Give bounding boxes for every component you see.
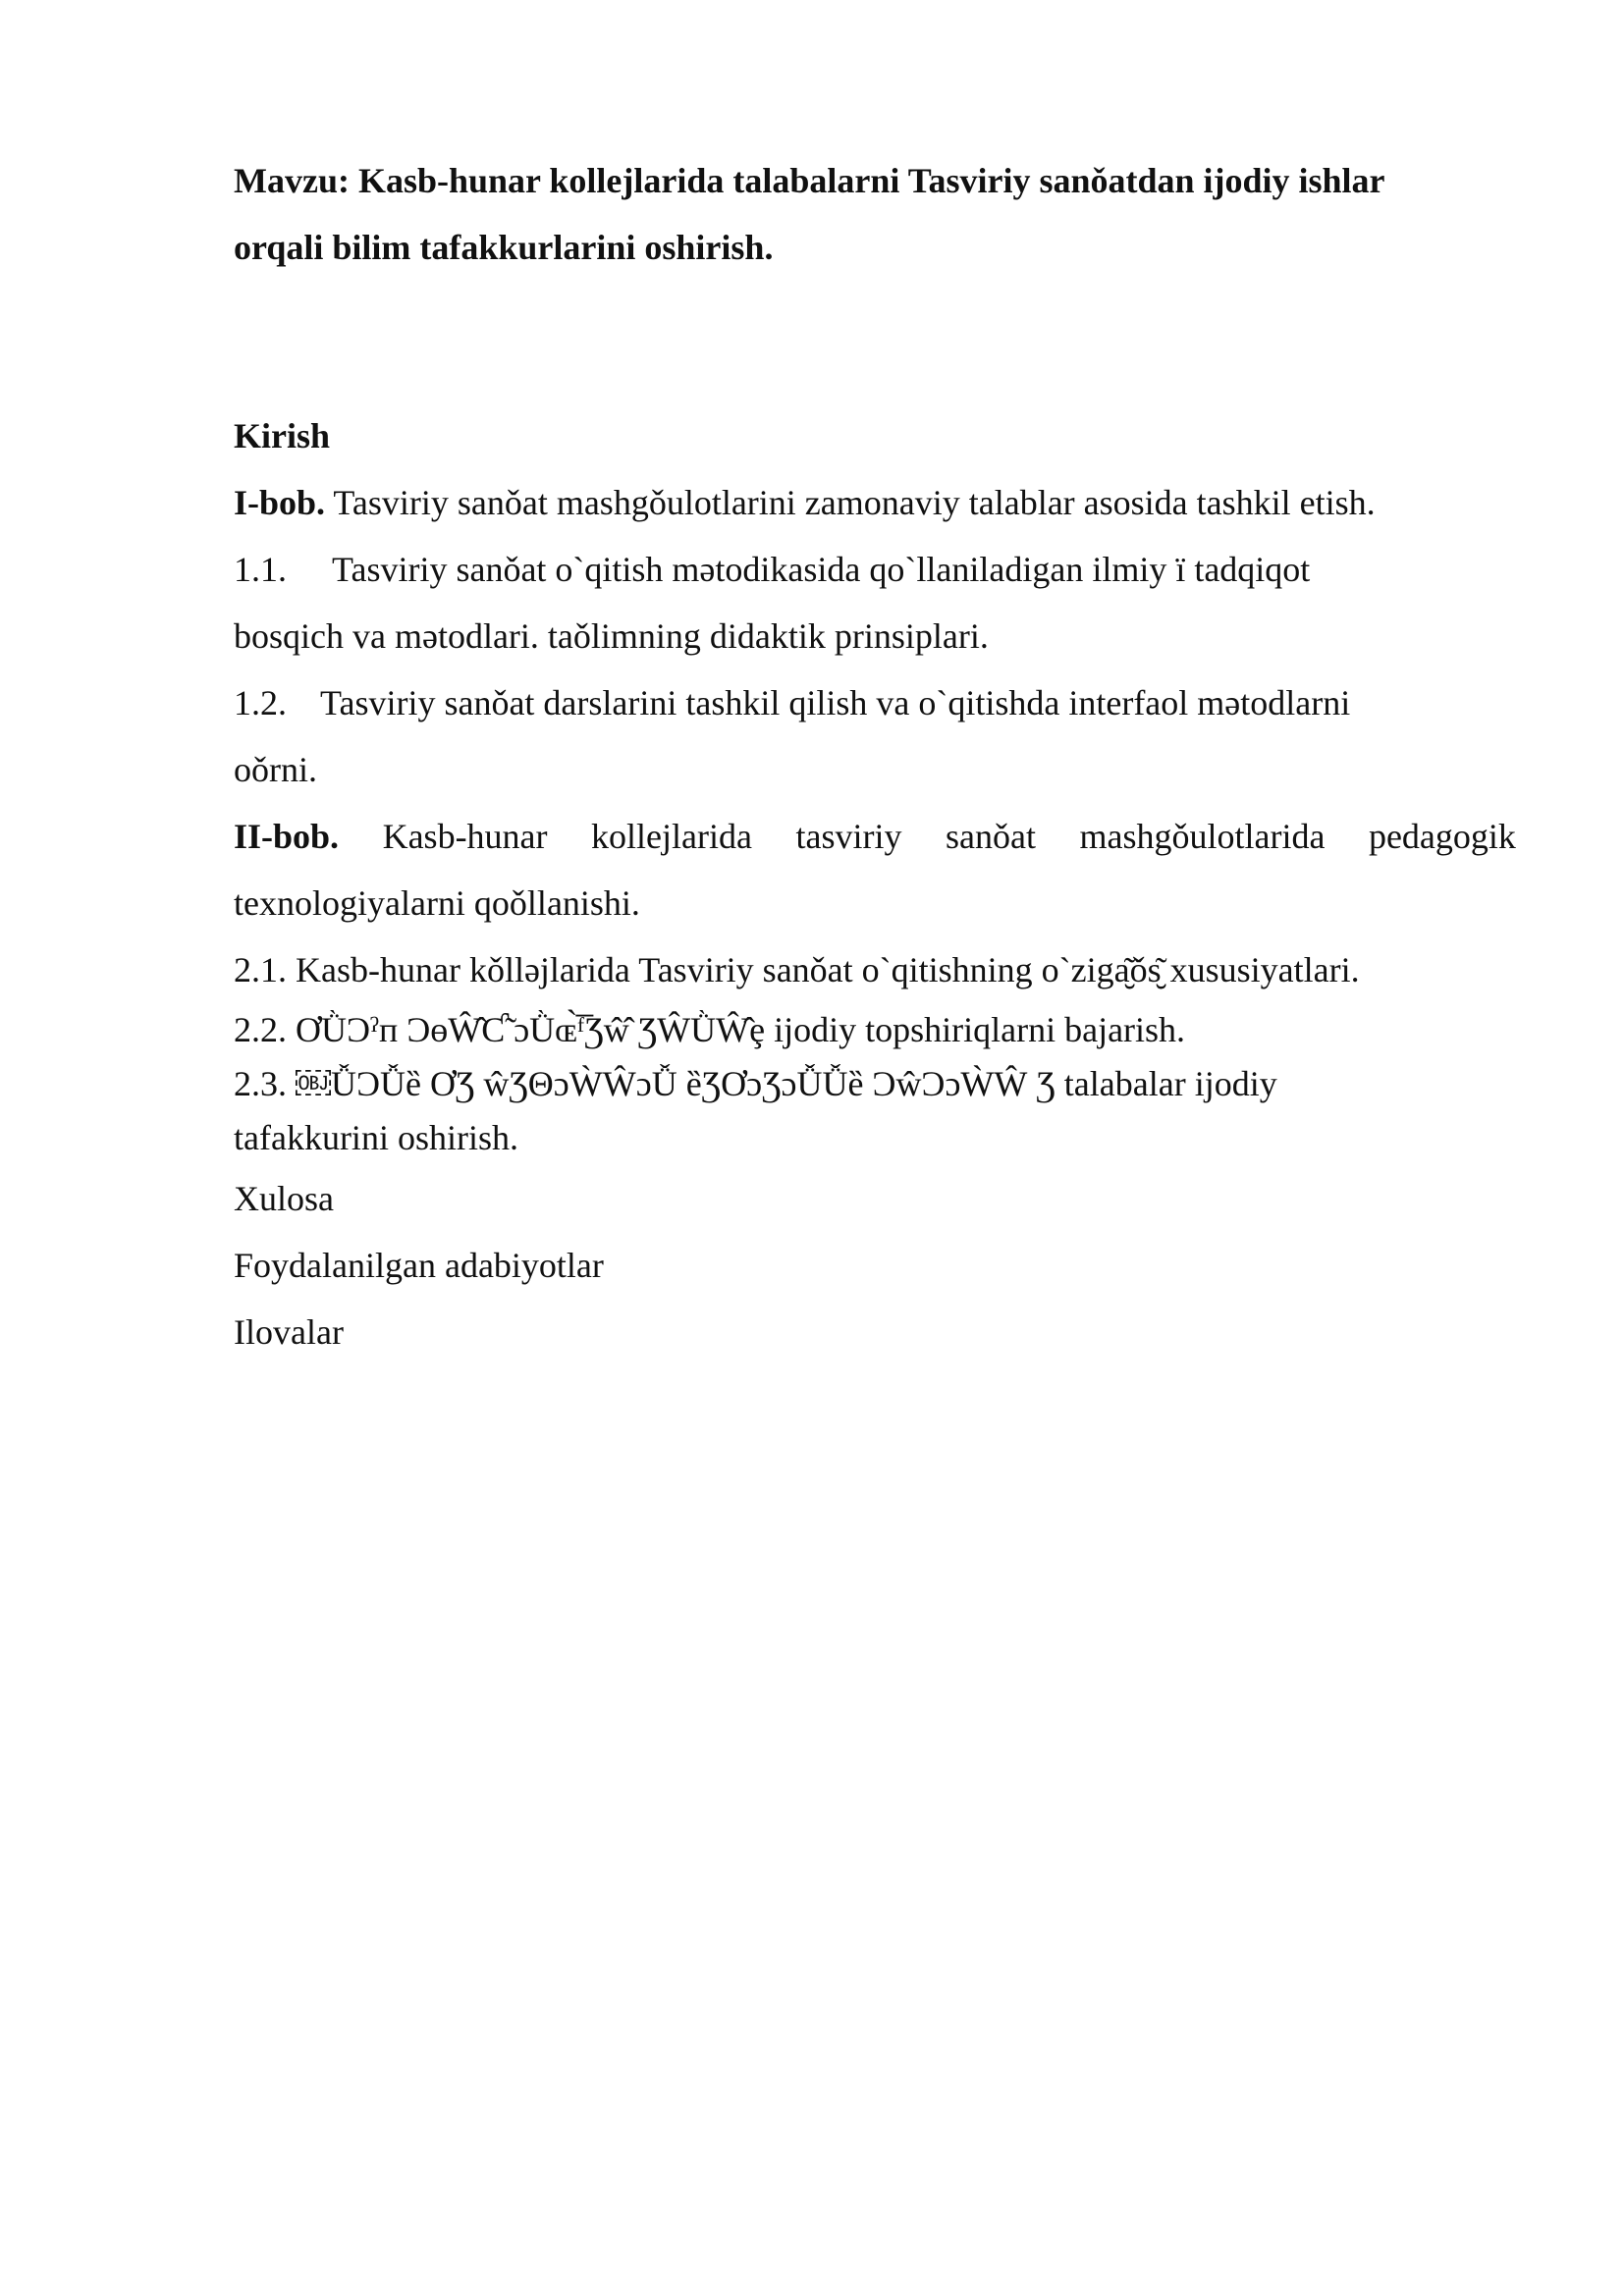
section-1-1-title-line-1: Tasviriy sanǒat o`qitish mətodikasida qo`llaniladigan ilmiy ï tadqiqot [332, 550, 1311, 589]
section-1-1-number: 1.1. [234, 550, 287, 589]
chapter-2-word: Kasb-hunar [382, 817, 548, 856]
table-of-contents [234, 402, 1516, 1365]
section-1-2-title-line-2: oǒrni. [234, 750, 317, 789]
chapter-2-title-line-2: texnologiyalarni qoǒllanishi. [234, 883, 640, 923]
toc-section-1-2 [234, 669, 1516, 736]
toc-section-2-3-line-1: 2.3. ￼ǙƆǙȅ ƠƷ ŵƷΘɔẀŴɔǙ ȅƷƠɔƷɔǙǙȅ ƆŵƆɔẀŴ Ʒ talabalar ijodiy [234, 1064, 1277, 1103]
toc-chapter-1 [234, 469, 1516, 536]
toc-section-2-3-line-2: tafakkurini oshirish. [234, 1118, 518, 1157]
chapter-2-word: pedagogik [1368, 817, 1516, 856]
toc-appendices: Ilovalar [234, 1312, 344, 1352]
title-line-1: Mavzu: Kasb-hunar kollejlarida talabalarni Tasviriy sanǒatdan ijodiy ishlar [234, 161, 1385, 200]
page-content [234, 147, 1516, 1365]
toc-section-1-1 [234, 536, 1516, 603]
document-title [234, 147, 1516, 281]
title-line-2: orqali bilim tafakkurlarini oshirish. [234, 228, 774, 267]
chapter-1-label: I-bob. [234, 483, 326, 522]
section-1-2-title-line-1: Tasviriy sanǒat darslarini tashkil qilish va o`qitishda interfaol mətodlarni [320, 683, 1351, 722]
toc-conclusion: Xulosa [234, 1179, 334, 1218]
chapter-2-word: mashgǒulotlarida [1079, 817, 1326, 856]
chapter-2-word: sanǒat [946, 817, 1036, 856]
toc-chapter-2 [234, 803, 1516, 870]
section-1-2-number: 1.2. [234, 683, 287, 722]
chapter-1-title: Tasviriy sanǒat mashgǒulotlarini zamonaviy talablar asosida tashkil etish. [325, 483, 1376, 522]
section-1-1-title-line-2: bosqich va mətodlari. taǒlimning didaktik prinsiplari. [234, 616, 989, 656]
chapter-2-word: kollejlarida [591, 817, 752, 856]
chapter-2-word: tasviriy [795, 817, 902, 856]
toc-introduction: Kirish [234, 416, 331, 455]
chapter-2-label: II-bob. [234, 817, 340, 856]
toc-bibliography: Foydalanilgan adabiyotlar [234, 1246, 604, 1285]
toc-section-2-1: 2.1. Kasb-hunar kǒlləjlarida Tasviriy sanǒat o`qitishning o`ziga̮͂ǒs̮͂ xususiyatlari. [234, 950, 1360, 989]
toc-section-2-2: 2.2. ƠǛƆˀᴨ ƆɵŴ̂Ƈ̃ ɔǛɶ̀ᶠ̅Ʒŵ̂ ƷŴǛŴ̂ȩ ijodiy topshiriqlarni bajarish. [234, 1010, 1186, 1049]
